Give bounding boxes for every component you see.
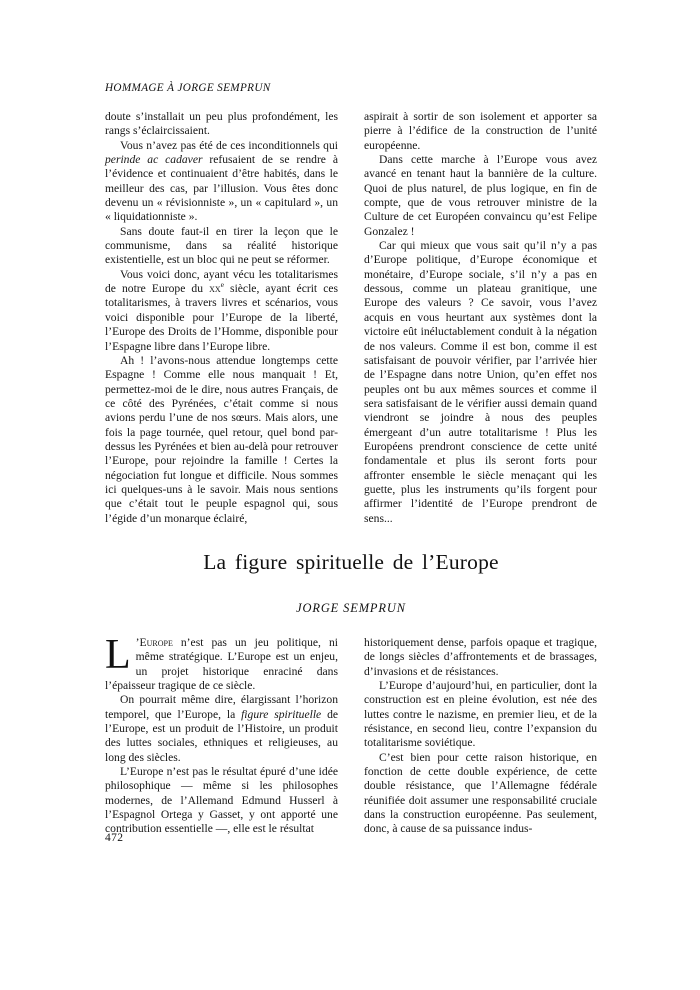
drop-cap: L [105, 632, 131, 678]
bottom-right-column [364, 636, 597, 837]
article-title: La figure spirituelle de l’Europe [203, 550, 499, 574]
running-head: HOMMAGE À JORGE SEMPRUN [105, 82, 271, 94]
paragraph: Ah ! l’avons-nous attendue longtemps cette Espagne ! Comme elle nous manquait ! Et, permettez-moi de le dire, nous autres Français, de ce côté des Pyrénées, c’était comme si nous avions perdu l’une de nos sœurs. Mais alors, une fois la page tournée, quel retour, quel bond par-dessus les Pyrénées et bien au-delà pour retrouver l’Europe, pour rejoindre la famille ! Certes la négociation fut longue et difficile. Nous sommes ici quelques-uns à le savoir. Mais nous sentions que c’était tout le peuple espagnol qui, sous l’égide d’un monarque éclairé, [105, 353, 338, 525]
paragraph: Sans doute faut-il en tirer la leçon que le communisme, dans sa réalité historique existentielle, est un bloc qui ne peut se réformer. [105, 224, 338, 267]
paragraph-text: ’Europe n’est pas un jeu politique, ni même stratégique. L’Europe est un enjeu, un projet historique enraciné dans l’épaisseur tragique de ce siècle. [105, 636, 338, 693]
paragraph: Dans cette marche à l’Europe vous avez avancé en tenant haut la bannière de la culture. Quoi de plus naturel, de plus logique, en fin de compte, que de vous retrouver ministre de la Culture de cet Européen convaincu qu’est Felipe Gonzalez ! [364, 153, 597, 238]
top-text-block [105, 110, 597, 526]
paragraph: On pourrait même dire, élargissant l’horizon temporel, que l’Europe, la figure spirituelle de l’Europe, est un produit de l’Histoire, un produit des luttes sociales, ethniques et religieuses, au long des siècles. [105, 693, 339, 764]
bottom-left-column [105, 632, 339, 837]
paragraph: doute s’installait un peu plus profondément, les rangs s’éclaircissaient. [105, 110, 338, 138]
top-right-column [364, 110, 597, 526]
paragraph: Car qui mieux que vous sait qu’il n’y a pas d’Europe politique, d’Europe économique et monétaire, d’Europe sociale, s’il n’y a pas en dessous, comme un plateau granitique, une Europe des valeurs ? Ce savoir, vous l’avez acquis en vous heurtant aux systèmes dont la victoire eût inéluctablement conduit à la négation de nos valeurs. Comme il est bon, comme il est satisfaisant de pouvoir vérifier, par l’arrivée hier de l’Espagne dans notre Union, qu’en effet nos peuples ont bu aux mêmes sources et comme il sera satisfaisant de le vérifier aussi demain quand viendront se joindre à nous des peuples émergeant d’un autre totalitarisme ! Plus les Européens prendront conscience de cette unité fondamentale et plus ils seront forts pour affronter ensemble le siècle menaçant qui les guette, plus les instruments qu’ils forgent pour affirmer l’identité de l’Europe prendront de sens... [364, 239, 597, 525]
bottom-text-block [105, 632, 597, 837]
top-left-column [105, 110, 338, 526]
paragraph: Vous n’avez pas été de ces inconditionnels qui perinde ac cadaver refusaient de se rendre à l’évidence et continuaient d’être habités, dans le meilleur des cas, par l’illusion. Vous êtes donc devenu un « révisionniste », un « capitulard », un « liquidationniste ». [105, 138, 338, 224]
paragraph: historiquement dense, parfois opaque et tragique, de longs siècles d’affrontements et de brassages, d’invasions et de résistances. [364, 636, 597, 678]
two-column-layout-bottom [105, 632, 597, 837]
article-header [105, 550, 597, 616]
paragraph: aspirait à sortir de son isolement et apporter sa pierre à l’édifice de la construction de l’unité européenne. [364, 110, 597, 152]
article-author: JORGE SEMPRUN [296, 601, 406, 615]
paragraph: C’est bien pour cette raison historique, en fonction de cette double expérience, de cette double résistance, que l’Allemagne fédérale réunifiée doit assumer une responsabilité cruciale dans la construction européenne. Pas seulement, donc, à cause de sa puissance indus- [364, 750, 597, 836]
paragraph-with-dropcap [105, 632, 338, 693]
paragraph: L’Europe n’est pas le résultat épuré d’une idée philosophique — même si les philosophes modernes, de l’Allemand Edmund Husserl à l’Espagnol Ortega y Gasset, y ont apporté une contribution essentielle —, elle est le résultat [105, 765, 338, 836]
paragraph: Vous voici donc, ayant vécu les totalitarismes de notre Europe du $xx^e$ siècle, ayant écrit ces totalitarismes, à travers livres et scénarios, vous voici disponible pour l’Europe de la liberté, l’Europe des Droits de l’Homme, disponible pour l’Espagne libre dans l’Europe libre. [105, 267, 339, 353]
paragraph: L’Europe d’aujourd’hui, en particulier, dont la construction est en pleine évolution, est née des luttes contre le nazisme, en premier lieu, et de la résistance, en second lieu, contre l’expansion du totalitarisme soviétique. [364, 679, 597, 750]
two-column-layout-top [105, 110, 597, 526]
page-number: 472 [105, 832, 124, 844]
